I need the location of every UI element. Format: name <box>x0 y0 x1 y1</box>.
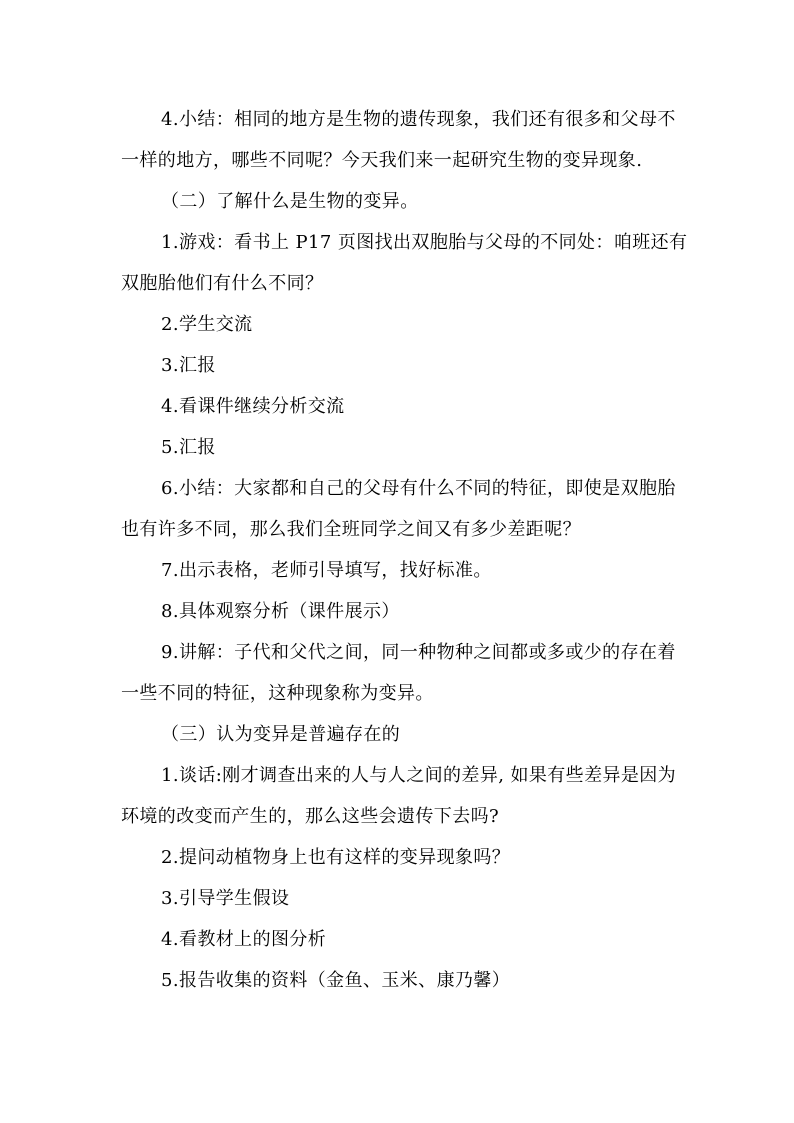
text-line: 8.具体观察分析（课件展示） <box>161 601 400 622</box>
paragraph-explanation <box>121 632 681 714</box>
paragraph-step <box>121 345 681 386</box>
text-line: 2.学生交流 <box>161 314 253 335</box>
paragraph-game <box>121 222 688 304</box>
text-line: 6.小结：大家都和自己的父母有什么不同的特征，即使是双胞胎 <box>161 478 676 499</box>
text-line: 5.报告收集的资料（金鱼、玉米、康乃馨） <box>161 970 511 991</box>
section-heading-2 <box>121 181 681 222</box>
paragraph-discussion <box>121 755 681 837</box>
paragraph-step <box>121 591 681 632</box>
text-line: 1.谈话:刚才调查出来的人与人之间的差异, 如果有些差异是因为 <box>161 765 677 786</box>
paragraph-summary-1 <box>121 99 681 181</box>
text-line: （三）认为变异是普遍存在的 <box>161 724 401 745</box>
text-line: 也有许多不同，那么我们全班同学之间又有多少差距呢？ <box>121 519 581 540</box>
text-line: 一样的地方，哪些不同呢？今天我们来一起研究生物的变异现象. <box>121 150 643 171</box>
paragraph-step <box>121 919 681 960</box>
paragraph-step <box>121 550 681 591</box>
text-line: 7.出示表格，老师引导填写，找好标准。 <box>161 560 492 581</box>
document-body <box>121 99 688 1001</box>
text-line: 环境的改变而产生的，那么这些会遗传下去吗? <box>121 806 500 827</box>
text-line: 4.小结：相同的地方是生物的遗传现象，我们还有很多和父母不 <box>161 109 676 130</box>
text-line: 1.游戏：看书上 P17 页图找出双胞胎与父母的不同处：咱班还有 <box>161 232 688 253</box>
text-line: 4.看课件继续分析交流 <box>161 396 345 417</box>
text-line: 4.看教材上的图分析 <box>161 929 327 950</box>
text-line: 5.汇报 <box>161 437 216 458</box>
paragraph-step <box>121 878 681 919</box>
text-line: 9.讲解：子代和父代之间，同一种物种之间都或多或少的存在着 <box>161 642 676 663</box>
paragraph-summary-2 <box>121 468 681 550</box>
text-line: 2.提问动植物身上也有这样的变异现象吗？ <box>161 847 511 868</box>
paragraph-step <box>121 304 681 345</box>
text-line: 一些不同的特征，这种现象称为变异。 <box>121 683 434 704</box>
paragraph-step <box>121 427 681 468</box>
text-line: 3.引导学生假设 <box>161 888 290 909</box>
text-line: （二）了解什么是生物的变异。 <box>161 191 419 212</box>
paragraph-step <box>121 960 681 1001</box>
text-line: 双胞胎他们有什么不同？ <box>121 273 324 294</box>
paragraph-step <box>121 837 681 878</box>
section-heading-3 <box>121 714 681 755</box>
paragraph-step <box>121 386 681 427</box>
text-line: 3.汇报 <box>161 355 216 376</box>
